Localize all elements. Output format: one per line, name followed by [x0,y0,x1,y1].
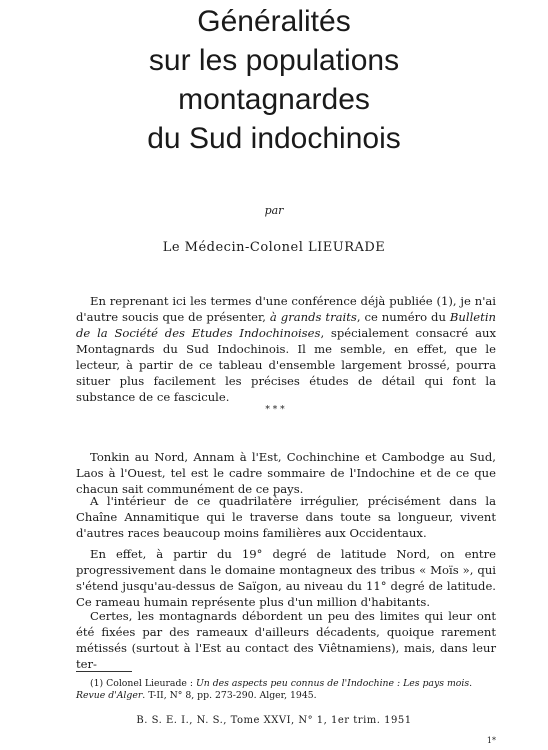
title-line: sur les populations [148,44,400,77]
paragraph-text: Certes, les montagnards débordent un peu des limites qui leur ont été fixées par des rameaux d'ailleurs décadents, quoique rarement métissés (surtout à l'Est au contact des Viêtnamiens), mais, dans leur ter- [76,609,496,671]
paragraph-text: En reprenant ici les termes d'une conférence déjà publiée (1), je n'ai d'autre soucis que de présenter, [76,294,496,324]
title-line: montagnardes [178,83,370,116]
paragraph-text: Tonkin au Nord, Annam à l'Est, Cochinchine et Cambodge au Sud, Laos à l'Ouest, tel est le cadre sommaire de l'Indochine et de ce que chacun sait communément de ce pays. [76,450,496,496]
paragraph-text: A l'intérieur de ce quadrilatère irrégulier, précisément dans la Chaîne Annamitique qui le traverse dans toute sa longueur, vivent d'autres races beaucoup moins familières aux Occidentaux. [76,494,496,540]
paragraph [76,493,496,541]
footnote-text: . T-II, N° 8, pp. 273-290. Alger, 1945. [142,690,317,701]
paragraph [76,449,496,497]
author-name: Le Médecin-Colonel LIEURADE [162,240,386,255]
page-number: 1* [486,736,496,745]
paragraph-text: , spécialement consacré aux Montagnards du Sud Indochinois. Il me semble, en effet, que le lecteur, à partir de ce tableau d'ensemble largement brossé, pourra situer plus facilement les précises études de détail qui font la substance de ce fascicule. [76,326,496,404]
paragraph-text: , ce numéro du [356,310,450,324]
article-title [0,2,548,158]
journal-reference: B. S. E. I., N. S., Tome XXVI, N° 1, 1er trim. 1951 [136,715,412,726]
section-separator: * * * [265,405,285,415]
paragraph-text: En effet, à partir du 19° degré de latitude Nord, on entre progressivement dans le domaine montagneux des tribus « Moïs », qui s'étend jusqu'au-dessus de Saïgon, au niveau du 11° degré de latitude. Ce rameau humain représente plus d'un million d'habitants. [76,547,496,609]
title-line: Généralités [197,5,351,38]
footnote-text: (1) Colonel Lieurade : [90,678,196,689]
paragraph-italic: Bulletin de la Société des Etudes Indochinoises [76,310,496,340]
title-line: du Sud indochinois [147,122,401,155]
paragraph [76,608,496,672]
footnote [76,678,496,702]
footnote-italic: Un des aspects peu connus de l'Indochine : Les pays mois. Revue d'Alger [76,678,473,701]
byline-par: par [264,204,284,217]
paragraph-italic: à grands traits [269,310,357,324]
paragraph-intro [76,293,496,405]
paragraph [76,546,496,610]
footnote-rule [76,671,132,672]
